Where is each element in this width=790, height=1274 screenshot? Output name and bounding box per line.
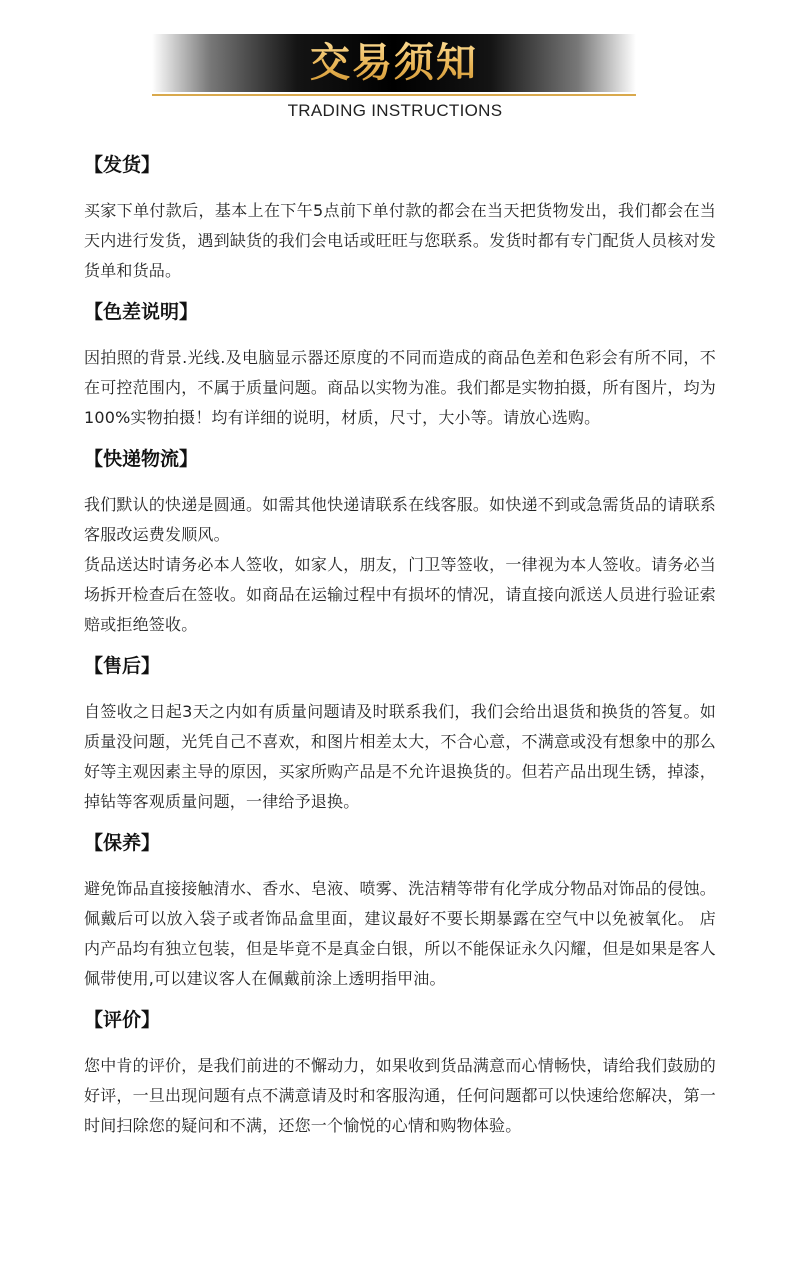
section-heading: 【发货】 (84, 154, 161, 176)
section-paragraph: 您中肯的评价，是我们前进的不懈动力，如果收到货品满意而心情畅快，请给我们鼓励的好评，一旦出现问题有点不满意请及时和客服沟通，任何问题都可以快速给您解决，第一时间扫除您的疑问和不满，还您一个愉悦的心情和购物体验。 (84, 1056, 716, 1135)
section-paragraph: 我们默认的快递是圆通。如需其他快递请联系在线客服。如快递不到或急需货品的请联系客服改运费发顺风。 (84, 495, 716, 544)
title-underline (152, 94, 636, 96)
instructions-content (84, 150, 716, 1152)
section-logistics (84, 444, 716, 640)
section-heading: 【色差说明】 (84, 301, 199, 323)
page-subtitle: TRADING INSTRUCTIONS (287, 101, 503, 120)
section-paragraph: 货品送达时请务必本人签收，如家人，朋友，门卫等签收，一律视为本人签收。请务必当场拆开检查后在签收。如商品在运输过程中有损坏的情况，请直接向派送人员进行验证索赔或拒绝签收。 (84, 555, 716, 634)
section-shipping (84, 150, 716, 286)
section-after-sales (84, 651, 716, 817)
section-color-difference (84, 297, 716, 433)
section-heading: 【评价】 (84, 1009, 161, 1031)
section-maintenance (84, 828, 716, 994)
section-heading: 【保养】 (84, 832, 161, 854)
section-heading: 【快递物流】 (84, 448, 199, 470)
section-paragraph: 买家下单付款后，基本上在下午5点前下单付款的都会在当天把货物发出，我们都会在当天内进行发货，遇到缺货的我们会电话或旺旺与您联系。发货时都有专门配货人员核对发货单和货品。 (84, 201, 716, 280)
section-reviews (84, 1005, 716, 1141)
section-paragraph: 因拍照的背景.光线.及电脑显示器还原度的不同而造成的商品色差和色彩会有所不同，不在可控范围内，不属于质量问题。商品以实物为准。我们都是实物拍摄，所有图片，均为100%实物拍摄！均有详细的说明，材质，尺寸，大小等。请放心选购。 (84, 348, 716, 427)
page-title: 交易须知 (152, 34, 636, 92)
section-paragraph: 避免饰品直接接触清水、香水、皂液、喷雾、洗洁精等带有化学成分物品对饰品的侵蚀。佩戴后可以放入袋子或者饰品盒里面，建议最好不要长期暴露在空气中以免被氧化。 店内产品均有独立包装，但是毕竟不是真金白银，所以不能保证永久闪耀，但是如果是客人佩带使用,可以建议客人在佩戴前涂上透明指甲油。 (84, 879, 716, 988)
title-banner (152, 34, 636, 92)
section-paragraph: 自签收之日起3天之内如有质量问题请及时联系我们，我们会给出退货和换货的答复。如质量没问题，光凭自己不喜欢，和图片相差太大，不合心意，不满意或没有想象中的那么好等主观因素主导的原因，买家所购产品是不允许退换货的。但若产品出现生锈，掉漆，掉钻等客观质量问题，一律给予退换。 (84, 702, 716, 811)
section-heading: 【售后】 (84, 655, 161, 677)
